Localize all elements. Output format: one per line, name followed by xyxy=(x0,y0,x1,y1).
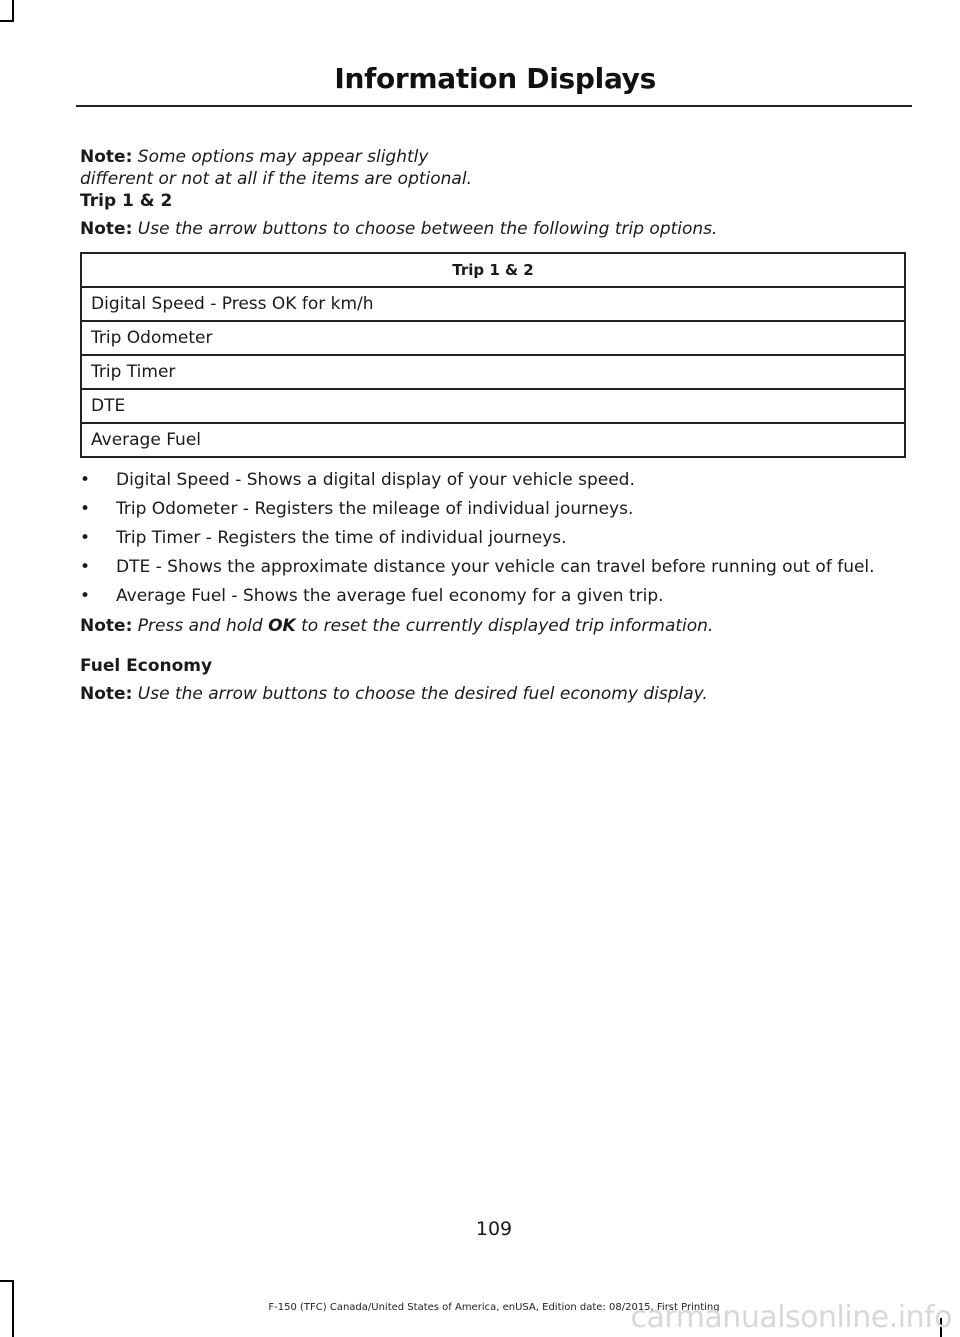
table-row xyxy=(81,355,905,389)
note-label: Note: xyxy=(80,147,133,167)
list-item: • Trip Timer - Registers the time of individual journeys. xyxy=(80,528,906,549)
note-text: Use the arrow buttons to choose the desired fuel economy display. xyxy=(137,684,708,704)
table-cell: DTE xyxy=(81,389,905,423)
table-row xyxy=(81,321,905,355)
list-item: • DTE - Shows the approximate distance your vehicle can travel before running out of fuel. xyxy=(80,557,906,578)
list-item: • Digital Speed - Shows a digital display of your vehicle speed. xyxy=(80,470,906,491)
table-cell: Digital Speed - Press OK for km/h xyxy=(81,287,905,321)
note-label: Note: xyxy=(80,616,133,636)
section-heading-fuel: Fuel Economy xyxy=(80,656,213,676)
table-header: Trip 1 & 2 xyxy=(81,253,905,287)
crop-mark xyxy=(0,20,14,22)
table-cell: Trip Timer xyxy=(81,355,905,389)
intro-note xyxy=(80,146,480,190)
table-row xyxy=(81,423,905,457)
note-label: Note: xyxy=(80,684,133,704)
table-row xyxy=(81,389,905,423)
note-text: Some options may appear slightly different or not at all if the items are optional. xyxy=(80,147,472,189)
table-row xyxy=(81,287,905,321)
page-number: 109 xyxy=(475,1218,513,1240)
table-cell: Trip Odometer xyxy=(81,321,905,355)
trip-options-table xyxy=(80,252,906,458)
list-item: • Average Fuel - Shows the average fuel economy for a given trip. xyxy=(80,586,906,607)
page-title: Information Displays xyxy=(334,62,656,95)
note-text: Press and hold xyxy=(137,616,263,636)
note-text: Use the arrow buttons to choose between the following trip options. xyxy=(137,219,718,239)
ok-key-label: OK xyxy=(268,616,296,636)
watermark: carmanualsonline.info xyxy=(630,1300,952,1335)
fuel-note xyxy=(80,683,906,705)
arrow-trip-note xyxy=(80,218,906,240)
section-heading-trip: Trip 1 & 2 xyxy=(80,191,173,211)
table-header-row xyxy=(81,253,905,287)
note-label: Note: xyxy=(80,219,133,239)
list-item: • Trip Odometer - Registers the mileage of individual journeys. xyxy=(80,499,906,520)
table-cell: Average Fuel xyxy=(81,423,905,457)
footer-edition-info: F-150 (TFC) Canada/United States of America, enUSA, Edition date: 08/2015, First Printing xyxy=(268,1302,720,1313)
trip-bullet-list xyxy=(80,470,906,607)
reset-note xyxy=(80,615,906,637)
crop-mark xyxy=(12,0,14,22)
header-divider xyxy=(76,105,912,107)
note-text: to reset the currently displayed trip information. xyxy=(301,616,714,636)
page-content xyxy=(80,146,906,705)
crop-mark xyxy=(0,1280,14,1282)
